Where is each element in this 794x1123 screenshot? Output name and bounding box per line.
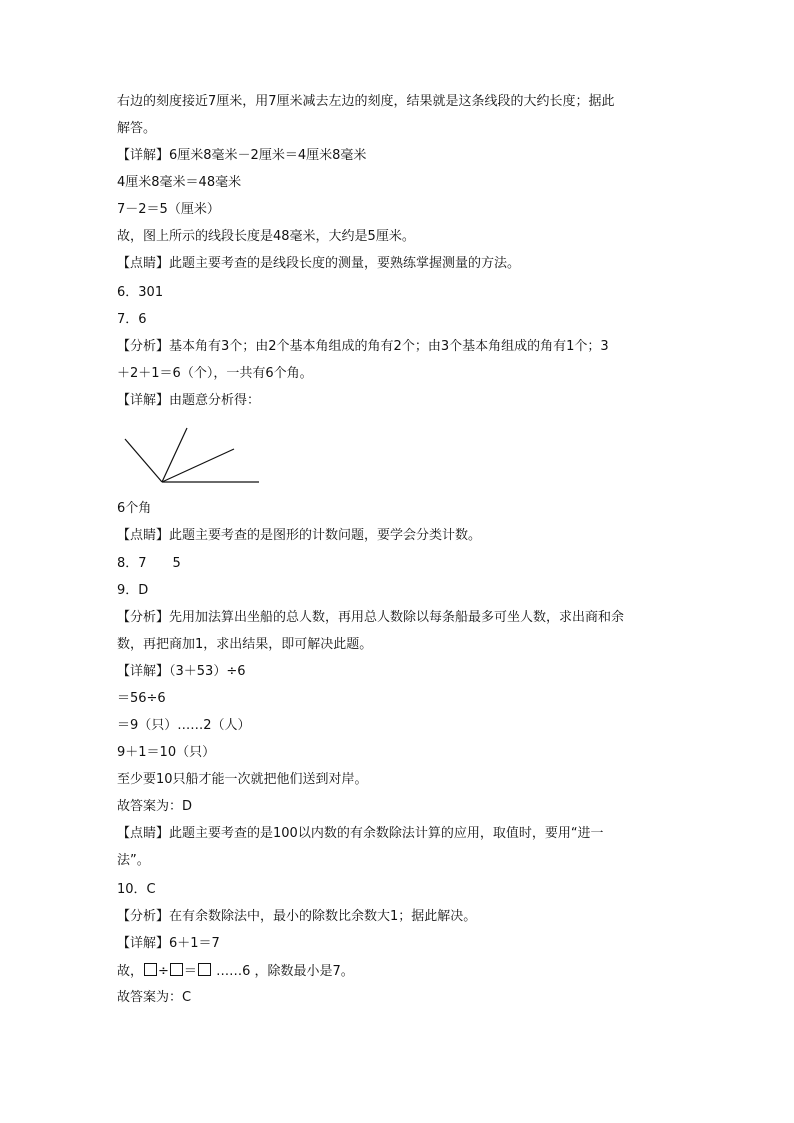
text-line: 右边的刻度接近7厘米，用7厘米减去左边的刻度，结果就是这条线段的大约长度；据此 xyxy=(117,94,615,109)
text-line: 【点睛】此题主要考查的是线段长度的测量，要熟练掌握测量的方法。 xyxy=(117,256,521,271)
equals-sign: ＝ xyxy=(183,964,197,979)
text-line: 4厘米8毫米＝48毫米 xyxy=(117,175,242,190)
eq-remainder: ……6 ，除数最小是7。 xyxy=(211,964,354,979)
text-line: 【分析】在有余数除法中，最小的除数比余数大1；据此解决。 xyxy=(117,909,477,924)
text-line: 【详解】（3＋53）÷6 xyxy=(117,664,246,679)
divide-sign: ÷ xyxy=(158,964,169,979)
text-line: ＋2＋1＝6（个），一共有6个角。 xyxy=(117,366,313,381)
text-line: 【点睛】此题主要考查的是100以内数的有余数除法计算的应用，取值时，要用“进一 xyxy=(117,826,604,841)
division-equation-line xyxy=(117,963,354,980)
text-line: 法”。 xyxy=(117,853,150,868)
blank-box xyxy=(170,963,183,976)
ray-up xyxy=(162,428,187,482)
angle-diagram xyxy=(117,425,267,487)
text-line: 数，再把商加1，求出结果，即可解决此题。 xyxy=(117,637,373,652)
text-line: ＝9（只）……2（人） xyxy=(117,718,251,733)
blank-box xyxy=(144,963,157,976)
text-line: 7－2＝5（厘米） xyxy=(117,202,220,217)
text-line: ＝56÷6 xyxy=(117,691,166,706)
text-line: 解答。 xyxy=(117,121,157,136)
text-line: 【详解】由题意分析得： xyxy=(117,393,261,408)
eq-prefix: 故， xyxy=(117,964,144,979)
text-line: 【点睛】此题主要考查的是图形的计数问题，要学会分类计数。 xyxy=(117,528,482,543)
text-line: 6个角 xyxy=(117,501,152,516)
answer-10: 10．C xyxy=(117,882,156,897)
text-line: 故答案为：C xyxy=(117,990,192,1005)
ray-left xyxy=(125,439,162,482)
text-line: 故，图上所示的线段长度是48毫米，大约是5厘米。 xyxy=(117,229,415,244)
answer-6: 6．301 xyxy=(117,285,164,300)
ray-mid xyxy=(162,449,234,482)
text-line: 【分析】基本角有3个；由2个基本角组成的角有2个；由3个基本角组成的角有1个；3 xyxy=(117,339,609,354)
answer-7: 7．6 xyxy=(117,312,147,327)
text-line: 故答案为：D xyxy=(117,799,193,814)
answer-9: 9．D xyxy=(117,583,149,598)
text-line: 【分析】先用加法算出坐船的总人数，再用总人数除以每条船最多可坐人数，求出商和余 xyxy=(117,610,625,625)
text-line: 9＋1＝10（只） xyxy=(117,745,216,760)
answer-8: 8．7 5 xyxy=(117,556,181,571)
text-line: 【详解】6＋1＝7 xyxy=(117,936,220,951)
text-line: 【详解】6厘米8毫米－2厘米＝4厘米8毫米 xyxy=(117,148,367,163)
blank-box xyxy=(198,963,211,976)
text-line: 至少要10只船才能一次就把他们送到对岸。 xyxy=(117,772,368,787)
